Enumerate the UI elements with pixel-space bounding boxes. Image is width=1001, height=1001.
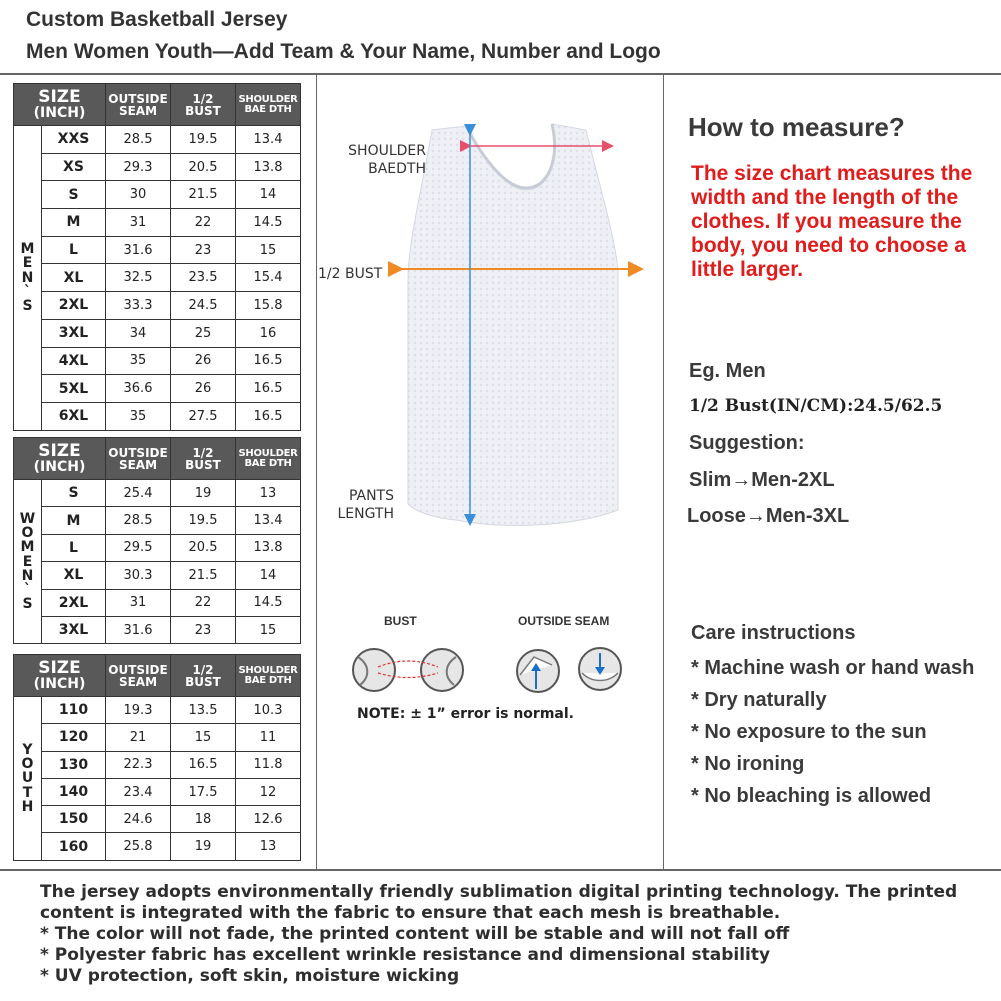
outside-seam-guide-label: OUTSIDE SEAM (518, 614, 610, 628)
size-cell: XS (42, 153, 106, 181)
bust-header: 1/2 BUST (171, 438, 236, 480)
footer-line: * UV protection, soft skin, moisture wicking (40, 966, 460, 986)
size-cell: S (42, 480, 106, 507)
shoulder-cell: 11 (236, 724, 301, 751)
size-cell: 140 (42, 778, 106, 805)
seam-cell: 24.6 (106, 806, 171, 833)
seam-cell: 35 (106, 402, 171, 430)
seam-header: OUTSIDE SEAM (106, 655, 171, 697)
size-cell: 3XL (42, 319, 106, 347)
seam-cell: 29.5 (106, 534, 171, 561)
bust-cell: 19 (171, 480, 236, 507)
seam-header: OUTSIDE SEAM (106, 438, 171, 480)
table-row (14, 534, 301, 561)
shoulder-cell: 13.8 (236, 153, 301, 181)
bust-cell: 20.5 (171, 534, 236, 561)
example-label: Eg. Men (689, 360, 766, 382)
shoulder-cell: 13 (236, 480, 301, 507)
bust-guide-icon (348, 645, 468, 695)
loose-suggestion: Loose→Men-3XL (687, 505, 850, 527)
bust-cell: 17.5 (171, 778, 236, 805)
size-cell: 6XL (42, 402, 106, 430)
bust-cell: 20.5 (171, 153, 236, 181)
size-header: SIZE (INCH) (14, 438, 106, 480)
pants-length-label: PANTS LENGTH (337, 488, 394, 522)
table-row (14, 616, 301, 643)
size-cell: 160 (42, 833, 106, 860)
size-cell: 150 (42, 806, 106, 833)
shoulder-header: SHOULDER BAE DTH (236, 438, 301, 480)
shoulder-cell: 13.8 (236, 534, 301, 561)
bust-cell: 15 (171, 724, 236, 751)
size-cell: L (42, 236, 106, 264)
table-row (14, 264, 301, 292)
divider-bottom (0, 869, 1001, 871)
table-row (14, 562, 301, 589)
footer-line: * The color will not fade, the printed content will be stable and will not fall off (40, 924, 790, 944)
table-row (14, 181, 301, 209)
shoulder-cell: 14.5 (236, 209, 301, 237)
size-cell: S (42, 181, 106, 209)
measure-explanation: The size chart measures the width and the length of the clothes. If you measure the body, you need to choose a little larger. (691, 162, 973, 281)
seam-cell: 30.3 (106, 562, 171, 589)
bust-label: 1/2 BUST (318, 266, 383, 282)
divider-top (0, 73, 1001, 75)
seam-cell: 30 (106, 181, 171, 209)
seam-cell: 29.3 (106, 153, 171, 181)
table-row (14, 751, 301, 778)
size-cell: M (42, 507, 106, 534)
bust-cell: 26 (171, 375, 236, 403)
table-row (14, 209, 301, 237)
category-label: W O M E N ` S (14, 480, 42, 644)
bust-cell: 18 (171, 806, 236, 833)
size-cell: 130 (42, 751, 106, 778)
seam-cell: 31.6 (106, 236, 171, 264)
shoulder-cell: 14.5 (236, 589, 301, 616)
outside-seam-guide-icon (512, 645, 627, 695)
size-cell: M (42, 209, 106, 237)
size-cell: XXS (42, 126, 106, 154)
seam-cell: 34 (106, 319, 171, 347)
bust-cell: 21.5 (171, 562, 236, 589)
seam-cell: 35 (106, 347, 171, 375)
seam-cell: 28.5 (106, 126, 171, 154)
shoulder-header: SHOULDER BAE DTH (236, 84, 301, 126)
bust-cell: 16.5 (171, 751, 236, 778)
care-item: * No exposure to the sun (691, 721, 927, 743)
table-row (14, 589, 301, 616)
size-cell: L (42, 534, 106, 561)
table-row (14, 236, 301, 264)
footer-line: * Polyester fabric has excellent wrinkle resistance and dimensional stability (40, 945, 771, 965)
seam-cell: 31 (106, 209, 171, 237)
table-row (14, 292, 301, 320)
page-title: Custom Basketball Jersey (26, 8, 288, 31)
size-cell: XL (42, 562, 106, 589)
shoulder-cell: 16.5 (236, 402, 301, 430)
bust-cell: 19.5 (171, 126, 236, 154)
size-cell: 2XL (42, 292, 106, 320)
bust-cell: 26 (171, 347, 236, 375)
seam-cell: 22.3 (106, 751, 171, 778)
care-item: * Dry naturally (691, 689, 827, 711)
table-row (14, 402, 301, 430)
table-row (14, 126, 301, 154)
table-row (14, 724, 301, 751)
mens-size-table (13, 83, 301, 431)
seam-cell: 21 (106, 724, 171, 751)
size-cell: 110 (42, 697, 106, 724)
shoulder-cell: 12 (236, 778, 301, 805)
care-item: * No bleaching is allowed (691, 785, 932, 807)
footer-line: The jersey adopts environmentally friendly sublimation digital printing technology. The printed content is integrated with the fabric to ensure that each mesh is breathable. (40, 882, 958, 923)
bust-cell: 22 (171, 209, 236, 237)
care-item: * Machine wash or hand wash (691, 657, 975, 679)
seam-cell: 36.6 (106, 375, 171, 403)
example-bust: 1/2 Bust(IN/CM):24.5/62.5 (689, 396, 943, 416)
bust-cell: 19 (171, 833, 236, 860)
bust-cell: 27.5 (171, 402, 236, 430)
care-item: * No ironing (691, 753, 805, 775)
shoulder-cell: 16.5 (236, 375, 301, 403)
seam-cell: 25.4 (106, 480, 171, 507)
bust-header: 1/2 BUST (171, 655, 236, 697)
bust-header: 1/2 BUST (171, 84, 236, 126)
footer-description (40, 882, 990, 987)
youth-size-table (13, 654, 301, 861)
table-row (14, 375, 301, 403)
shoulder-cell: 13.4 (236, 507, 301, 534)
bust-guide-label: BUST (384, 614, 417, 628)
table-row (14, 697, 301, 724)
bust-cell: 25 (171, 319, 236, 347)
care-list (691, 652, 991, 812)
error-note: NOTE: ± 1” error is normal. (357, 706, 574, 722)
seam-cell: 25.8 (106, 833, 171, 860)
bust-cell: 23.5 (171, 264, 236, 292)
shoulder-cell: 14 (236, 181, 301, 209)
seam-cell: 23.4 (106, 778, 171, 805)
bust-cell: 22 (171, 589, 236, 616)
shoulder-cell: 16.5 (236, 347, 301, 375)
shoulder-label: SHOULDER BAEDTH (348, 143, 426, 177)
suggestion-label: Suggestion: (689, 432, 805, 454)
bust-cell: 13.5 (171, 697, 236, 724)
seam-cell: 33.3 (106, 292, 171, 320)
bust-cell: 24.5 (171, 292, 236, 320)
womens-size-table (13, 437, 301, 644)
table-row (14, 778, 301, 805)
size-cell: 2XL (42, 589, 106, 616)
size-header: SIZE (INCH) (14, 84, 106, 126)
slim-suggestion: Slim→Men-2XL (689, 469, 835, 491)
seam-cell: 31 (106, 589, 171, 616)
seam-header: OUTSIDE SEAM (106, 84, 171, 126)
table-row (14, 480, 301, 507)
shoulder-cell: 14 (236, 562, 301, 589)
care-title: Care instructions (691, 622, 856, 644)
shoulder-cell: 15 (236, 236, 301, 264)
seam-cell: 31.6 (106, 616, 171, 643)
bust-cell: 23 (171, 616, 236, 643)
how-to-measure-title: How to measure? (688, 112, 905, 142)
size-cell: XL (42, 264, 106, 292)
shoulder-cell: 11.8 (236, 751, 301, 778)
shoulder-cell: 12.6 (236, 806, 301, 833)
size-header: SIZE (INCH) (14, 655, 106, 697)
shoulder-cell: 13 (236, 833, 301, 860)
table-row (14, 153, 301, 181)
shoulder-cell: 15.4 (236, 264, 301, 292)
shoulder-cell: 13.4 (236, 126, 301, 154)
size-cell: 5XL (42, 375, 106, 403)
shoulder-cell: 10.3 (236, 697, 301, 724)
seam-cell: 32.5 (106, 264, 171, 292)
bust-cell: 23 (171, 236, 236, 264)
shoulder-cell: 15 (236, 616, 301, 643)
category-label: Y O U T H (14, 697, 42, 861)
table-row (14, 833, 301, 860)
table-row (14, 347, 301, 375)
table-row (14, 507, 301, 534)
size-cell: 120 (42, 724, 106, 751)
shoulder-header: SHOULDER BAE DTH (236, 655, 301, 697)
bust-cell: 19.5 (171, 507, 236, 534)
table-row (14, 806, 301, 833)
table-row (14, 319, 301, 347)
shoulder-cell: 16 (236, 319, 301, 347)
divider-right (663, 75, 664, 870)
shoulder-cell: 15.8 (236, 292, 301, 320)
seam-cell: 19.3 (106, 697, 171, 724)
page-subtitle: Men Women Youth—Add Team & Your Name, Number and Logo (26, 40, 661, 63)
seam-cell: 28.5 (106, 507, 171, 534)
size-cell: 4XL (42, 347, 106, 375)
bust-cell: 21.5 (171, 181, 236, 209)
size-cell: 3XL (42, 616, 106, 643)
category-label: M E N ` S (14, 126, 42, 431)
